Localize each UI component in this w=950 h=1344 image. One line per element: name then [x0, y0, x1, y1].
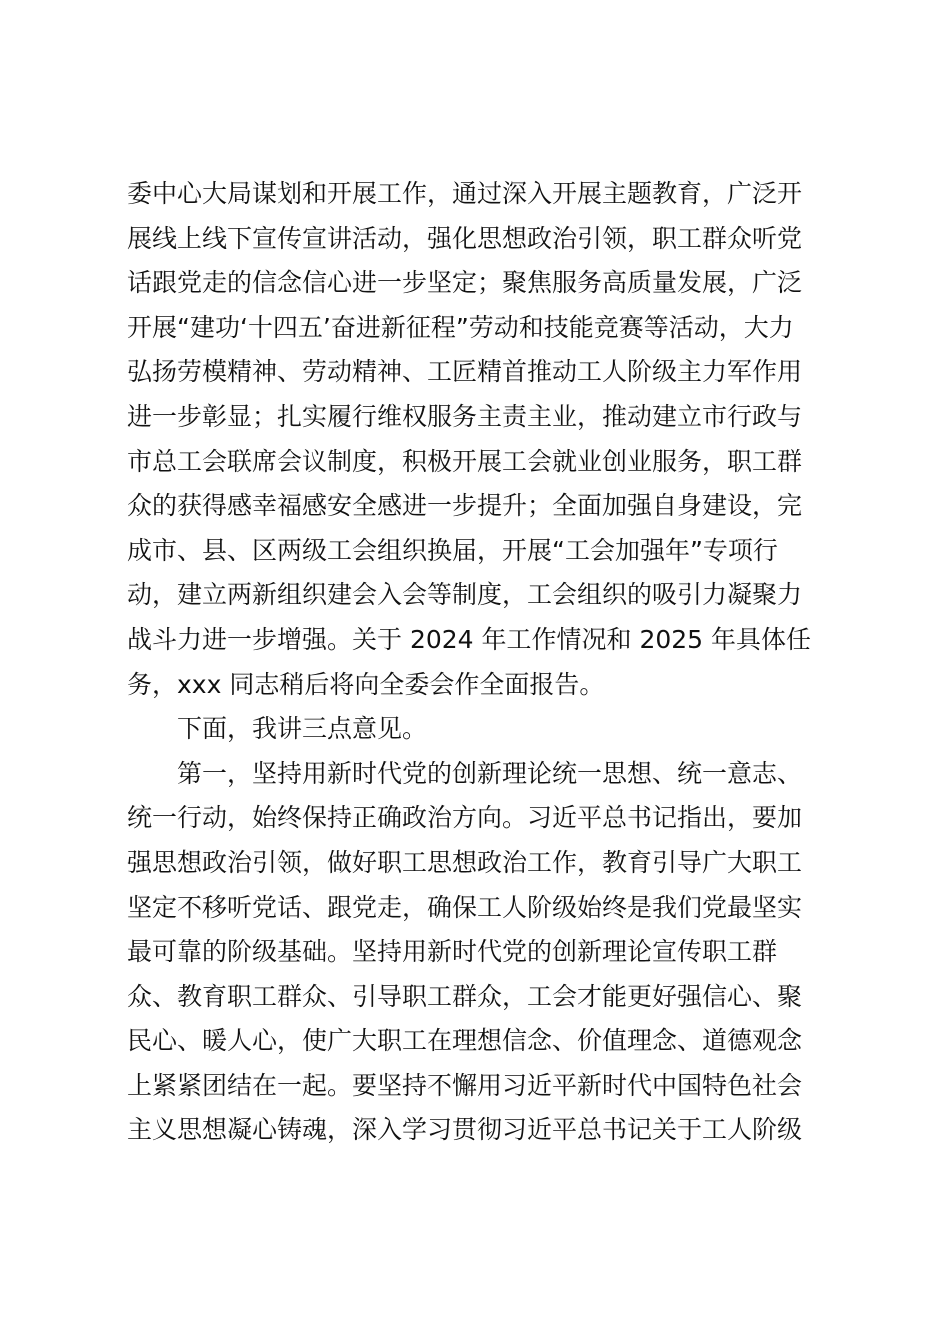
text-line: 话跟党走的信念信心进一步坚定；聚焦服务高质量发展，广泛 — [127, 268, 803, 298]
text-line: 弘扬劳模精神、劳动精神、工匠精首推动工人阶级主力军作用 — [127, 357, 803, 387]
text-line: 成市、县、区两级工会组织换届，开展“工会加强年”专项行 — [127, 535, 778, 565]
text-line: 动，建立两新组织建会入会等制度，工会组织的吸引力凝聚力 — [127, 580, 803, 610]
text-line: 坚定不移听党话、跟党走，确保工人阶级始终是我们党最坚实 — [127, 892, 803, 922]
text-line: 民心、暖人心，使广大职工在理想信念、价值理念、道德观念 — [127, 1026, 803, 1056]
text-line: 市总工会联席会议制度，积极开展工会就业创业服务，职工群 — [127, 446, 803, 476]
body-text — [127, 172, 827, 1153]
text-line: 最可靠的阶级基础。坚持用新时代党的创新理论宣传职工群 — [127, 937, 778, 967]
text-line: 众、教育职工群众、引导职工群众，工会才能更好强信心、聚 — [127, 981, 803, 1011]
text-line: 战斗力进一步增强。关于 2024 年工作情况和 2025 年具体任 — [127, 624, 812, 654]
text-line: 开展“建功‘十四五’奋进新征程”劳动和技能竞赛等活动，大力 — [127, 312, 794, 342]
text-line: 进一步彰显；扎实履行维权服务主责主业，推动建立市行政与 — [127, 401, 803, 431]
text-line: 众的获得感幸福感安全感进一步提升；全面加强自身建设，完 — [127, 491, 803, 521]
text-line: 委中心大局谋划和开展工作，通过深入开展主题教育，广泛开 — [127, 179, 803, 208]
text-line: 统一行动，始终保持正确政治方向。习近平总书记指出，要加 — [127, 803, 803, 833]
text-line: 上紧紧团结在一起。要坚持不懈用习近平新时代中国特色社会 — [127, 1070, 803, 1100]
paragraph-first-line: 第一，坚持用新时代党的创新理论统一思想、统一意志、 — [177, 758, 803, 788]
text-line: 务，xxx 同志稍后将向全委会作全面报告。 — [127, 669, 605, 699]
text-line: 主义思想凝心铸魂，深入学习贯彻习近平总书记关于工人阶级 — [127, 1115, 803, 1145]
text-line: 展线上线下宣传宣讲活动，强化思想政治引领，职工群众听党 — [127, 223, 803, 253]
text-line: 强思想政治引领，做好职工思想政治工作，教育引导广大职工 — [127, 847, 803, 877]
paragraph-first-line: 下面，我讲三点意见。 — [177, 714, 428, 744]
